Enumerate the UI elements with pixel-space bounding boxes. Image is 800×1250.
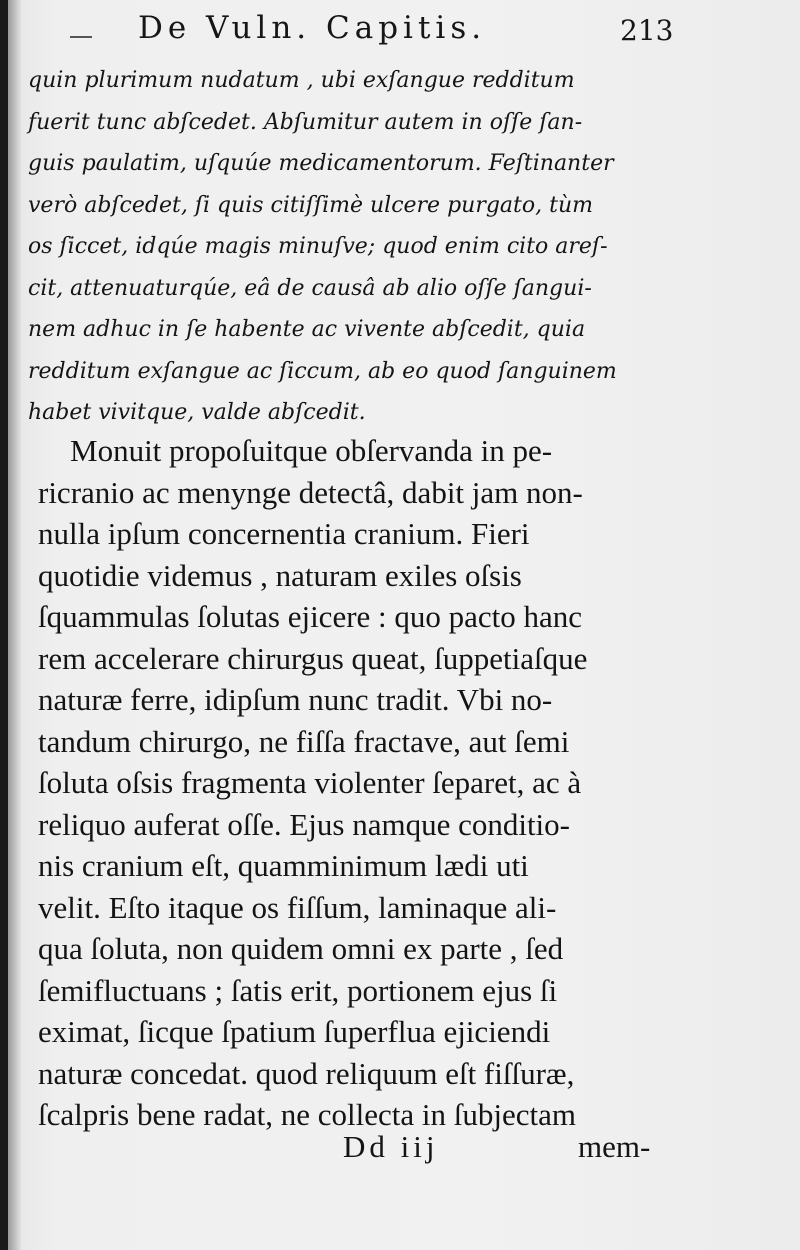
roman-body-block (38, 430, 698, 1136)
roman-line: ſcalpris bene radat, ne collecta in ſubjectam (38, 1097, 576, 1132)
roman-line: ricranio ac menynge detectâ, dabit jam non- (38, 474, 583, 510)
book-page (8, 0, 800, 1250)
italic-line: nem adhuc in ſe habente ac vivente abſcedit, quia (28, 317, 586, 342)
italic-line: habet vivitque, valde abſcedit. (28, 400, 366, 425)
page-number: 213 (620, 14, 674, 47)
italic-line: redditum exſangue ac ſiccum, ab eo quod ſanguinem (28, 358, 617, 384)
catchword: mem- (578, 1129, 651, 1164)
roman-line: eximat, ſicque ſpatium ſuperflua ejiciendi (38, 1014, 551, 1049)
roman-line: naturæ concedat. quod reliquum eſt fiſſuræ, (38, 1055, 575, 1091)
italic-line: guis paulatim, uſquúe medicamentorum. Feſtinanter (28, 151, 614, 176)
roman-line: nis cranium eſt, quamminimum lædi uti (38, 848, 529, 883)
roman-line: ſquammulas ſolutas ejicere : quo pacto hanc (38, 599, 583, 634)
italic-line: verò abſcedet, ſi quis citiſſimè ulcere purgato, tùm (28, 192, 593, 218)
roman-line: quotidie videmus , naturam exiles oſsis (38, 557, 522, 593)
italic-line: fuerit tunc abſcedet. Abſumitur autem in oſſe ſan- (28, 109, 583, 135)
roman-line: naturæ ferre, idipſum nunc tradit. Vbi no- (38, 682, 553, 717)
roman-line: ſoluta oſsis fragmenta violenter ſeparet, ac à (38, 765, 582, 800)
page-header (8, 4, 800, 52)
italic-commentary-block (28, 60, 693, 434)
roman-line: tandum chirurgo, ne fiſſa fractave, aut ſemi (38, 723, 570, 759)
running-head: De Vuln. Capitis. (138, 10, 487, 46)
roman-line: velit. Eſto itaque os fiſſum, laminaque ali- (38, 889, 557, 925)
roman-line: nulla ipſum concernentia cranium. Fieri (38, 516, 530, 551)
page-footer (8, 1125, 800, 1175)
italic-line: quin plurimum nudatum , ubi exſangue redditum (28, 68, 575, 93)
roman-line: ſemifluctuans ; ſatis erit, portionem ejus ſi (38, 972, 558, 1008)
gutter-shadow (8, 0, 22, 1250)
roman-line: Monuit propoſuitque obſervanda in pe- (70, 433, 553, 468)
italic-line: os ſiccet, idqúe magis minuſve; quod enim cito areſ- (28, 234, 608, 259)
roman-line: reliquo auferat oſſe. Ejus namque conditio- (38, 806, 570, 842)
italic-line: cit, attenuaturqúe, eâ de causâ ab alio oſſe ſangui- (28, 275, 592, 301)
signature-mark: Dd iij (343, 1129, 439, 1164)
header-dash (70, 36, 92, 38)
roman-line: rem accelerare chirurgus queat, ſuppetiaſque (38, 640, 588, 676)
roman-line: qua ſoluta, non quidem omni ex parte , ſed (38, 931, 564, 966)
